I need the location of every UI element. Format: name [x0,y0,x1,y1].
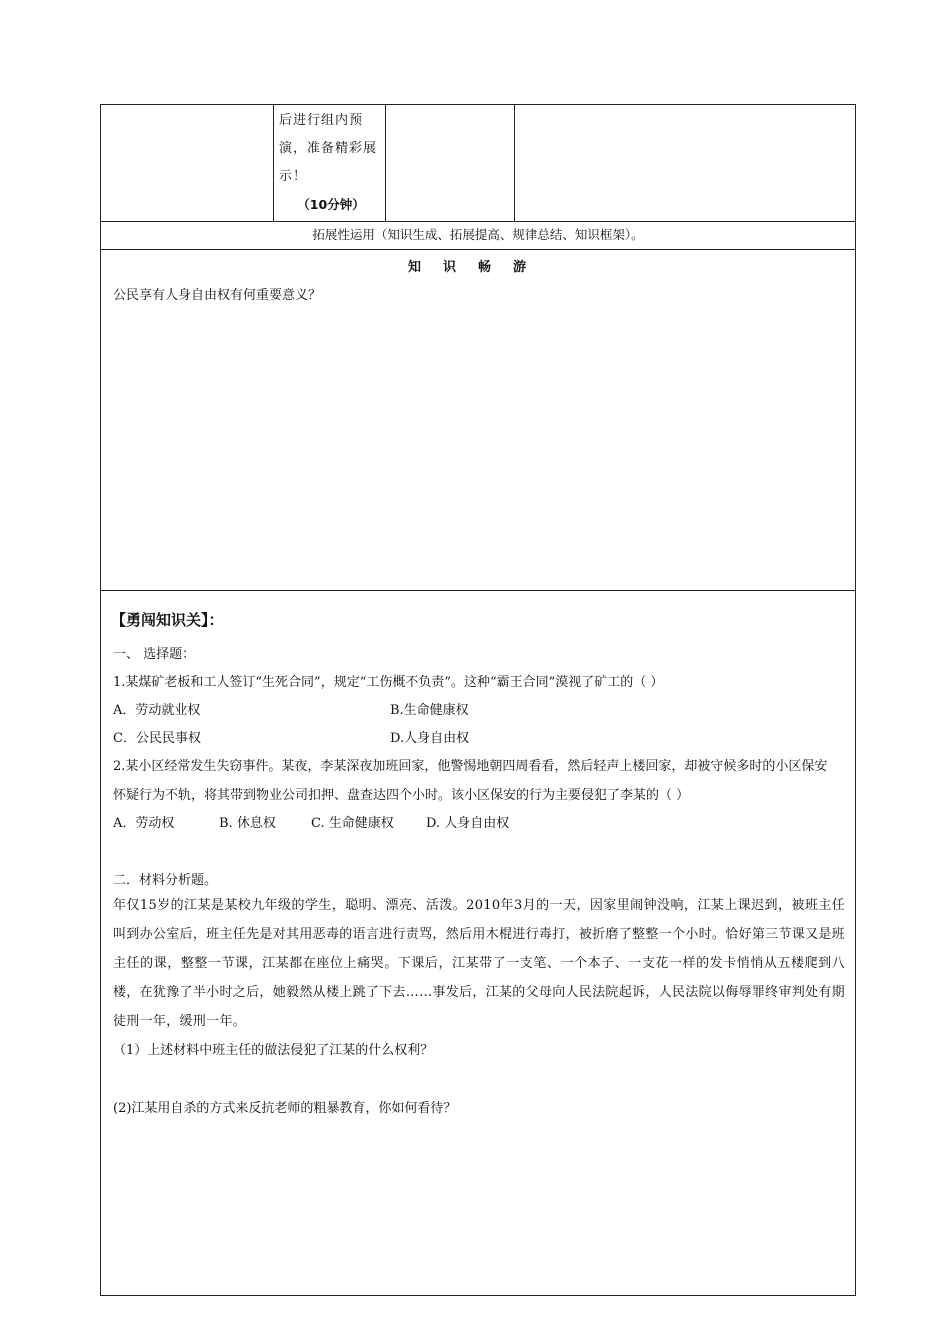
activity-step-text: 后进行组内预演，准备精彩展示！ [279,113,378,184]
activity-time: （10分钟） [297,197,365,212]
column-divider [514,105,515,221]
q2-option-d: D. 人身自由权 [426,816,510,831]
knowledge-section [101,250,855,591]
q2-option-c: C. 生命健康权 [311,816,394,831]
q1-option-c: C．公民民事权 [113,731,201,746]
column-divider [385,105,386,221]
question-2-line-1: 2.某小区经常发生失窃事件。某夜，李某深夜加班回家，他警惕地朝四周看看，然后轻声上楼回家，却被守候多时的小区保安 [113,759,828,774]
q2-option-b: B. 休息权 [219,816,276,831]
question-1: 1.某煤矿老板和工人签订“生死合同”，规定“工伤概不负责”。这种“霸王合同”漠视了矿工的（ ） [113,675,664,690]
sub-question-1: （1）上述材料中班主任的做法侵犯了江某的什么权利？ [113,1043,434,1058]
q1-option-d: D.人身自由权 [390,731,470,746]
knowledge-question: 公民享有人身自由权有何重要意义？ [113,288,322,303]
activity-step-cell [279,107,383,219]
section-material-title: 二．材料分析题。 [113,873,218,888]
q1-option-b: B.生命健康权 [390,703,469,718]
question-2-line-2: 怀疑行为不轨，将其带到物业公司扣押、盘查达四个小时。该小区保安的行为主要侵犯了李某的（ ） [113,788,690,803]
extension-row: 拓展性运用（知识生成、拓展提高、规律总结、知识框架）。 [101,221,855,250]
quiz-section [101,591,855,1291]
knowledge-title: 知识畅游 [407,260,548,275]
quiz-heading: 【勇闯知识关】： [111,611,224,629]
q2-option-a: A．劳动权 [113,816,175,831]
section-choice-title: 一、 选择题： [113,647,196,662]
table-row-activity [101,105,855,222]
worksheet-table [100,104,856,1296]
column-divider [273,105,274,221]
sub-question-2: (2)江某用自杀的方式来反抗老师的粗暴教育，你如何看待？ [113,1101,457,1116]
q1-option-a: A．劳动就业权 [113,703,201,718]
material-paragraph: 年仅15岁的江某是某校九年级的学生，聪明、漂亮、活泼。2010年3月的一天，因家里闹钟没响，江某上课迟到，被班主任叫到办公室后，班主任先是对其用恶毒的语言进行责骂，然后用木棍进行毒打，被折磨了整整一个小时。恰好第三节课又是班主任的课，整整一节课，江某都在座位上痛哭。下课后，江某带了一支笔、一个本子、一支花一样的发卡悄悄从五楼爬到八楼，在犹豫了半小时之后，她毅然从楼上跳了下去……事发后，江某的父母向人民法院起诉，人民法院以侮辱罪终审判处有期徒刑一年，缓刑一年。 [113,898,845,1029]
